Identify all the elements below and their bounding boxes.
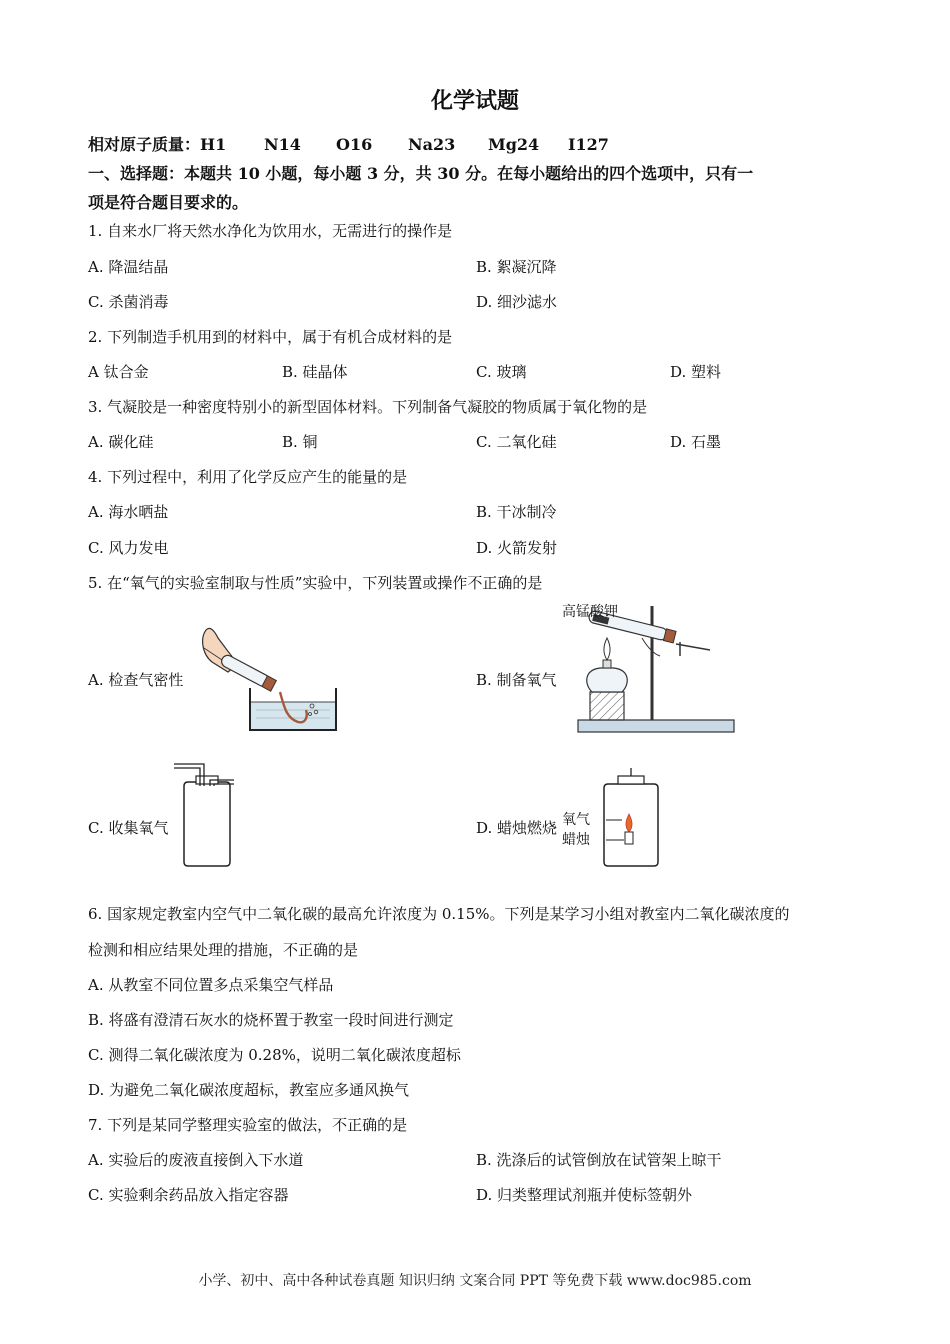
- q6-option-a: A. 从教室不同位置多点采集空气样品: [88, 976, 334, 994]
- q4-option-d: D. 火箭发射: [476, 539, 558, 557]
- q7-option-b: B. 洗涤后的试管倒放在试管架上晾干: [476, 1151, 722, 1169]
- q2-option-d: D. 塑料: [670, 363, 722, 381]
- q5-option-a: A. 检查气密性: [88, 671, 184, 689]
- q1-option-c: C. 杀菌消毒: [88, 293, 169, 311]
- q7-option-a: A. 实验后的废液直接倒入下水道: [88, 1151, 304, 1169]
- q6-stem-line1: 6. 国家规定教室内空气中二氧化碳的最高允许浓度为 0.15%。下列是某学习小组对教室内二氧化碳浓度的: [88, 905, 790, 923]
- q6-option-b: B. 将盛有澄清石灰水的烧杯置于教室一段时间进行测定: [88, 1011, 454, 1029]
- q2-option-a: A 钛合金: [88, 363, 149, 381]
- q2-option-b: B. 硅晶体: [282, 363, 348, 381]
- q2-option-c: C. 玻璃: [476, 363, 527, 381]
- q7-option-c: C. 实验剩余药品放入指定容器: [88, 1186, 289, 1204]
- figure-airtightness-check: [190, 618, 340, 734]
- q1-stem: 1. 自来水厂将天然水净化为饮用水，无需进行的操作是: [88, 222, 453, 240]
- q1-option-a: A. 降温结晶: [88, 258, 169, 276]
- page-title: 化学试题: [430, 88, 519, 114]
- q3-option-c: C. 二氧化硅: [476, 433, 557, 451]
- q1-option-b: B. 絮凝沉降: [476, 258, 557, 276]
- q4-option-b: B. 干冰制冷: [476, 503, 557, 521]
- atom-mg: Mg24: [488, 135, 540, 154]
- q4-stem: 4. 下列过程中，利用了化学反应产生的能量的是: [88, 468, 408, 486]
- atomic-mass-line: [88, 132, 609, 155]
- q5-option-d: D. 蜡烛燃烧: [476, 819, 558, 837]
- candle-label: 蜡烛: [562, 832, 590, 848]
- atom-n: N14: [264, 135, 301, 154]
- atom-o: O16: [336, 135, 373, 154]
- kmno4-label: 高锰酸钾: [562, 604, 618, 620]
- page-footer[interactable]: 小学、初中、高中各种试卷真题 知识归纳 文案合同 PPT 等免费下载 www.doc985.com: [198, 1273, 752, 1289]
- figure-oxygen-collection: [170, 760, 240, 868]
- section-heading-line1: 一、选择题：本题共 10 小题，每小题 3 分，共 30 分。在每小题给出的四个选项中，只有一: [88, 164, 754, 183]
- q7-stem: 7. 下列是某同学整理实验室的做法，不正确的是: [88, 1116, 408, 1134]
- figure-oxygen-preparation: [562, 596, 740, 738]
- q3-stem: 3. 气凝胶是一种密度特别小的新型固体材料。下列制备气凝胶的物质属于氧化物的是: [88, 398, 648, 416]
- atom-i: I127: [568, 135, 609, 154]
- q4-option-c: C. 风力发电: [88, 539, 169, 557]
- q7-option-d: D. 归类整理试剂瓶并使标签朝外: [476, 1186, 693, 1204]
- q3-option-a: A. 碳化硅: [88, 433, 154, 451]
- q2-stem: 2. 下列制造手机用到的材料中，属于有机合成材料的是: [88, 328, 453, 346]
- q5-option-c: C. 收集氧气: [88, 819, 169, 837]
- atom-na: Na23: [408, 135, 456, 154]
- q3-option-d: D. 石墨: [670, 433, 722, 451]
- oxygen-label: 氧气: [562, 812, 590, 828]
- q6-option-d: D. 为避免二氧化碳浓度超标，教室应多通风换气: [88, 1081, 410, 1099]
- q6-option-c: C. 测得二氧化碳浓度为 0.28%，说明二氧化碳浓度超标: [88, 1046, 461, 1064]
- section-heading-line2: 项是符合题目要求的。: [88, 193, 249, 212]
- q5-option-b: B. 制备氧气: [476, 671, 557, 689]
- atom-h: H1: [200, 135, 227, 154]
- q5-stem: 5. 在“氧气的实验室制取与性质”实验中，下列装置或操作不正确的是: [88, 574, 543, 592]
- q6-stem-line2: 检测和相应结果处理的措施，不正确的是: [88, 941, 359, 959]
- q1-option-d: D. 细沙滤水: [476, 293, 558, 311]
- q4-option-a: A. 海水晒盐: [88, 503, 169, 521]
- q3-option-b: B. 铜: [282, 433, 318, 451]
- figure-candle-burning: [560, 762, 680, 868]
- atomic-mass-label: 相对原子质量：: [88, 135, 201, 154]
